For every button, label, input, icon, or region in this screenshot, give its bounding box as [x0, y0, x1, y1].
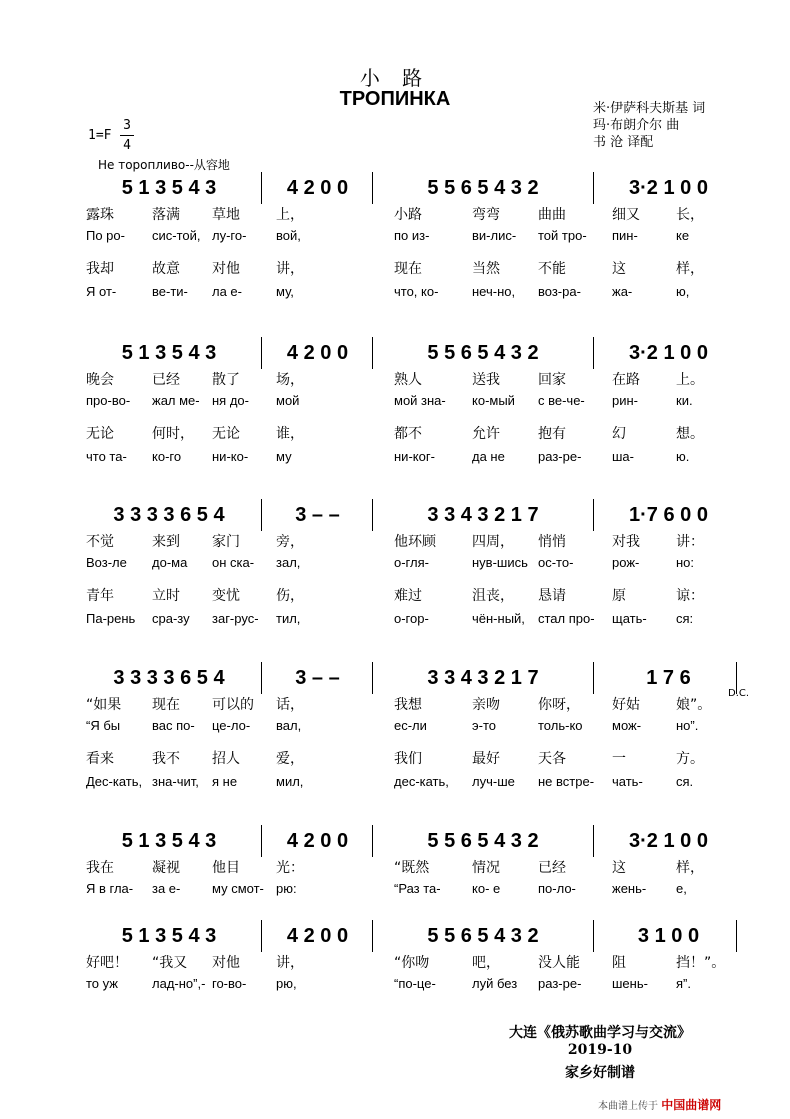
- measure: 3·2 1 0 0: [629, 341, 708, 364]
- lyric-syllable: “Раз та-: [394, 881, 441, 896]
- lyric-syllable: 上，: [276, 207, 304, 223]
- bar-line: [372, 662, 373, 694]
- lyric-syllable: 露珠: [86, 207, 114, 223]
- song-title-russian: ТРОПИНКА: [339, 88, 451, 110]
- measure: 3 3 3 3 6 5 4: [113, 503, 225, 526]
- lyric-syllable: ю.: [676, 449, 690, 464]
- lyric-line-chinese: [80, 531, 740, 549]
- lyric-syllable: 没人能: [538, 955, 580, 971]
- measure: 4 2 0 0: [286, 176, 349, 199]
- lyric-syllable: 吧，: [472, 955, 500, 971]
- lyric-syllable: луч-ше: [472, 774, 515, 789]
- lyric-syllable: ла е-: [212, 284, 242, 299]
- lyric-line-chinese: [80, 694, 740, 712]
- lyric-syllable: но:: [676, 555, 695, 570]
- lyric-syllable: 细又: [612, 207, 640, 223]
- lyric-syllable: 旁，: [276, 534, 304, 550]
- lyric-line-chinese: [80, 423, 740, 441]
- measure: 3 – –: [295, 503, 340, 526]
- lyric-syllable: ви-лис-: [472, 228, 517, 243]
- lyric-syllable: воз-ра-: [538, 284, 581, 299]
- lyric-syllable: 爱，: [276, 751, 304, 767]
- lyric-syllable: 话，: [276, 697, 304, 713]
- lyric-syllable: э-то: [472, 718, 497, 733]
- lyric-syllable: 散了: [212, 372, 240, 388]
- measure: 5 1 3 5 4 3: [121, 176, 217, 199]
- lyric-syllable: 回家: [538, 372, 566, 388]
- bar-line: [261, 920, 262, 952]
- lyric-syllable: 悄悄: [538, 534, 566, 550]
- lyric-syllable: 讲，: [276, 955, 304, 971]
- lyric-syllable: 已经: [538, 860, 566, 876]
- lyric-syllable: 现在: [394, 261, 422, 277]
- footer-date: 2019-10: [567, 1042, 633, 1058]
- lyric-syllable: 已经: [152, 372, 180, 388]
- lyric-syllable: мож-: [612, 718, 642, 733]
- lyric-syllable: рин-: [612, 393, 638, 408]
- lyric-syllable: му смот-: [212, 881, 264, 896]
- measure: 4 2 0 0: [286, 341, 349, 364]
- lyric-syllable: 谁，: [276, 426, 304, 442]
- bar-line: [372, 825, 373, 857]
- bar-line: [372, 920, 373, 952]
- time-signature-line: [120, 135, 134, 136]
- bar-line: [372, 172, 373, 204]
- lyric-syllable: ни-ко-: [212, 449, 249, 464]
- lyric-syllable: 讲：: [676, 534, 704, 550]
- lyric-syllable: 我想: [394, 697, 422, 713]
- lyric-syllable: 我却: [86, 261, 114, 277]
- measure: 4 2 0 0: [286, 924, 349, 947]
- lyric-syllable: то уж: [86, 976, 118, 991]
- lyric-syllable: 幻: [612, 426, 626, 442]
- final-bar-line: [736, 920, 740, 952]
- notation-line: [80, 335, 740, 371]
- lyric-line-russian: [80, 976, 740, 994]
- lyric-syllable: ве-ти-: [152, 284, 188, 299]
- lyric-syllable: 曲曲: [538, 207, 566, 223]
- lyric-syllable: 对他: [212, 261, 240, 277]
- lyric-line-russian: [80, 284, 740, 302]
- lyric-syllable: рож-: [612, 555, 640, 570]
- lyric-syllable: “你吻: [394, 955, 430, 971]
- lyric-syllable: толь-ко: [538, 718, 583, 733]
- lyric-syllable: рю,: [276, 976, 297, 991]
- measure: 5 5 6 5 4 3 2: [427, 829, 539, 852]
- lyricist-credit: 米·伊萨科夫斯基 词: [593, 101, 706, 116]
- lyric-syllable: вой,: [276, 228, 301, 243]
- lyric-syllable: 可以的: [212, 697, 254, 713]
- bar-line: [593, 920, 594, 952]
- lyric-syllable: 我们: [394, 751, 422, 767]
- lyric-syllable: 都不: [394, 426, 422, 442]
- lyric-syllable: вал,: [276, 718, 302, 733]
- lyric-syllable: 小路: [394, 207, 422, 223]
- lyric-syllable: пин-: [612, 228, 638, 243]
- bar-line: [593, 499, 594, 531]
- lyric-syllable: до-ма: [152, 555, 188, 570]
- lyric-syllable: “Я бы: [86, 718, 121, 733]
- lyric-syllable: 家门: [212, 534, 240, 550]
- lyric-syllable: “如果: [86, 697, 122, 713]
- lyric-syllable: Я в гла-: [86, 881, 134, 896]
- lyric-syllable: 弯弯: [472, 207, 500, 223]
- lyric-line-russian: [80, 228, 740, 246]
- lyric-syllable: 恳请: [538, 588, 566, 604]
- lyric-syllable: 亲吻: [472, 697, 500, 713]
- lyric-syllable: по из-: [394, 228, 430, 243]
- time-signature-bottom: 4: [123, 138, 131, 153]
- lyric-syllable: му: [276, 449, 292, 464]
- lyric-syllable: 场，: [276, 372, 304, 388]
- lyric-syllable: 不能: [538, 261, 566, 277]
- lyric-syllable: ся:: [676, 611, 694, 626]
- lyric-syllable: стал про-: [538, 611, 595, 626]
- measure: 4 2 0 0: [286, 829, 349, 852]
- lyric-syllable: 对我: [612, 534, 640, 550]
- lyric-syllable: заг-рус-: [212, 611, 259, 626]
- footer-source: 大连《俄苏歌曲学习与交流》: [509, 1025, 691, 1041]
- measure: 3·2 1 0 0: [629, 176, 708, 199]
- lyric-line-chinese: [80, 258, 740, 276]
- measure: 3 3 3 3 6 5 4: [113, 666, 225, 689]
- lyric-syllable: 这: [612, 261, 626, 277]
- lyric-syllable: лу-го-: [212, 228, 247, 243]
- lyric-syllable: шень-: [612, 976, 648, 991]
- lyric-syllable: ни-ког-: [394, 449, 435, 464]
- lyric-line-chinese: [80, 748, 740, 766]
- lyric-syllable: 对他: [212, 955, 240, 971]
- bar-line: [261, 825, 262, 857]
- lyric-syllable: той тро-: [538, 228, 587, 243]
- bar-line: [593, 172, 594, 204]
- lyric-line-chinese: [80, 204, 740, 222]
- lyric-syllable: я”.: [676, 976, 691, 991]
- lyric-syllable: ня до-: [212, 393, 249, 408]
- lyric-syllable: 情况: [472, 860, 500, 876]
- bar-line: [372, 499, 373, 531]
- lyric-syllable: мил,: [276, 774, 304, 789]
- lyric-line-chinese: [80, 585, 740, 603]
- lyric-syllable: зал,: [276, 555, 301, 570]
- lyric-syllable: раз-ре-: [538, 449, 582, 464]
- lyric-syllable: “既然: [394, 860, 430, 876]
- bar-line: [261, 662, 262, 694]
- lyric-syllable: не встре-: [538, 774, 595, 789]
- measure: 3 3 4 3 2 1 7: [427, 666, 539, 689]
- lyric-syllable: сис-той,: [152, 228, 201, 243]
- lyric-syllable: тил,: [276, 611, 301, 626]
- lyric-line-russian: [80, 611, 740, 629]
- lyric-syllable: ко- е: [472, 881, 501, 896]
- key-signature: 1=F: [88, 128, 112, 143]
- lyric-line-russian: [80, 449, 740, 467]
- lyric-syllable: что, ко-: [394, 284, 439, 299]
- lyric-syllable: 青年: [86, 588, 114, 604]
- lyric-syllable: 我不: [152, 751, 180, 767]
- bar-line: [372, 337, 373, 369]
- lyric-line-russian: [80, 393, 740, 411]
- lyric-syllable: щать-: [612, 611, 647, 626]
- lyric-syllable: ке: [676, 228, 690, 243]
- lyric-syllable: 落满: [152, 207, 180, 223]
- measure: 5 5 6 5 4 3 2: [427, 176, 539, 199]
- measure: 3 3 4 3 2 1 7: [427, 503, 539, 526]
- lyric-syllable: це-ло-: [212, 718, 251, 733]
- lyric-syllable: 挡！”。: [676, 955, 726, 971]
- lyric-syllable: луй без: [472, 976, 518, 991]
- lyric-syllable: 你呀，: [538, 697, 580, 713]
- lyric-syllable: 送我: [472, 372, 500, 388]
- bar-line: [261, 337, 262, 369]
- lyric-syllable: чён-ный,: [472, 611, 525, 626]
- measure: 1·7 6 0 0: [629, 503, 708, 526]
- watermark: [598, 1096, 721, 1113]
- lyric-syllable: ша-: [612, 449, 634, 464]
- lyric-syllable: 熟人: [394, 372, 422, 388]
- measure: 5 5 6 5 4 3 2: [427, 924, 539, 947]
- measure: 3·2 1 0 0: [629, 829, 708, 852]
- da-capo-mark: D.C.: [728, 688, 750, 699]
- lyric-syllable: да не: [472, 449, 505, 464]
- lyric-syllable: 谅：: [676, 588, 704, 604]
- lyric-syllable: чать-: [612, 774, 643, 789]
- notation-line: [80, 918, 740, 954]
- lyric-syllable: 现在: [152, 697, 180, 713]
- lyric-syllable: рю:: [276, 881, 297, 896]
- lyric-syllable: “我又: [152, 955, 188, 971]
- lyric-line-russian: [80, 881, 740, 899]
- time-signature-top: 3: [123, 118, 131, 133]
- lyric-syllable: Па-рень: [86, 611, 136, 626]
- lyric-syllable: 最好: [472, 751, 500, 767]
- lyric-syllable: Я от-: [86, 284, 117, 299]
- lyric-syllable: про-во-: [86, 393, 131, 408]
- lyric-syllable: 一: [612, 751, 626, 767]
- notation-line: [80, 823, 740, 859]
- lyric-syllable: жа-: [612, 284, 633, 299]
- lyric-syllable: мой зна-: [394, 393, 446, 408]
- lyric-syllable: 讲，: [276, 261, 304, 277]
- lyric-syllable: за е-: [152, 881, 181, 896]
- watermark-site: 中国曲谱网: [661, 1098, 722, 1112]
- lyric-syllable: 无论: [86, 426, 114, 442]
- lyric-syllable: 何时，: [152, 426, 194, 442]
- measure: 1 7 6: [646, 666, 691, 689]
- lyric-syllable: ес-ли: [394, 718, 427, 733]
- lyric-syllable: 四周，: [472, 534, 514, 550]
- tempo-marking: Не торопливо--从容地: [98, 158, 230, 172]
- lyric-syllable: о-гор-: [394, 611, 429, 626]
- lyric-syllable: 晚会: [86, 372, 114, 388]
- lyric-syllable: дес-кать,: [394, 774, 449, 789]
- lyric-syllable: 娘”。: [676, 697, 712, 713]
- lyric-line-russian: [80, 774, 740, 792]
- translator-credit: 书 沧 译配: [593, 135, 654, 150]
- lyric-syllable: 变忧: [212, 588, 240, 604]
- lyric-syllable: ся.: [676, 774, 694, 789]
- song-title-chinese: 小 路: [359, 66, 431, 90]
- lyric-syllable: 阻: [612, 955, 626, 971]
- lyric-syllable: мой: [276, 393, 300, 408]
- bar-line: [261, 172, 262, 204]
- lyric-syllable: ко-го: [152, 449, 182, 464]
- lyric-syllable: ко-мый: [472, 393, 515, 408]
- lyric-syllable: 想。: [676, 426, 704, 442]
- lyric-syllable: “по-це-: [394, 976, 436, 991]
- lyric-syllable: 难过: [394, 588, 422, 604]
- bar-line: [593, 662, 594, 694]
- lyric-line-chinese: [80, 369, 740, 387]
- lyric-syllable: 他目: [212, 860, 240, 876]
- lyric-syllable: 招人: [212, 751, 240, 767]
- lyric-syllable: но”.: [676, 718, 699, 733]
- lyric-syllable: ос-то-: [538, 555, 574, 570]
- lyric-syllable: 草地: [212, 207, 240, 223]
- lyric-syllable: 这: [612, 860, 626, 876]
- lyric-syllable: 当然: [472, 261, 500, 277]
- lyric-line-chinese: [80, 952, 740, 970]
- measure: 5 1 3 5 4 3: [121, 829, 217, 852]
- lyric-syllable: 样，: [676, 261, 704, 277]
- lyric-syllable: Воз-ле: [86, 555, 127, 570]
- lyric-syllable: вас по-: [152, 718, 195, 733]
- lyric-line-russian: [80, 718, 740, 736]
- lyric-syllable: 天各: [538, 751, 566, 767]
- composer-credit: 玛·布朗介尔 曲: [593, 118, 680, 133]
- lyric-syllable: 他环顾: [394, 534, 436, 550]
- lyric-syllable: 好吧！: [86, 955, 128, 971]
- lyric-syllable: жал ме-: [152, 393, 200, 408]
- lyric-syllable: ю,: [676, 284, 690, 299]
- notation-line: [80, 497, 740, 533]
- lyric-syllable: я не: [212, 774, 238, 789]
- lyric-syllable: 原: [612, 588, 626, 604]
- lyric-syllable: о-гля-: [394, 555, 429, 570]
- lyric-line-russian: [80, 555, 740, 573]
- watermark-prefix: 本曲谱上传于: [598, 1101, 658, 1112]
- lyric-syllable: 伤，: [276, 588, 304, 604]
- lyric-syllable: 我在: [86, 860, 114, 876]
- lyric-syllable: 允许: [472, 426, 500, 442]
- lyric-syllable: 长，: [676, 207, 704, 223]
- lyric-syllable: жень-: [612, 881, 647, 896]
- lyric-syllable: 方。: [676, 751, 704, 767]
- lyric-syllable: 好姑: [612, 697, 640, 713]
- lyric-syllable: с ве-че-: [538, 393, 585, 408]
- lyric-syllable: е,: [676, 881, 687, 896]
- lyric-line-chinese: [80, 857, 740, 875]
- measure: 5 5 6 5 4 3 2: [427, 341, 539, 364]
- bar-line: [593, 337, 594, 369]
- notation-line: [80, 170, 740, 206]
- lyric-syllable: неч-но,: [472, 284, 516, 299]
- lyric-syllable: 不觉: [86, 534, 114, 550]
- lyric-syllable: 上。: [676, 372, 704, 388]
- lyric-syllable: му,: [276, 284, 294, 299]
- lyric-syllable: По ро-: [86, 228, 125, 243]
- lyric-syllable: 凝视: [152, 860, 180, 876]
- footer-arranger: 家乡好制谱: [565, 1065, 635, 1081]
- lyric-syllable: 故意: [152, 261, 180, 277]
- lyric-syllable: 沮丧，: [472, 588, 514, 604]
- lyric-syllable: раз-ре-: [538, 976, 582, 991]
- lyric-syllable: он ска-: [212, 555, 255, 570]
- bar-line: [261, 499, 262, 531]
- bar-line: [593, 825, 594, 857]
- lyric-syllable: 在路: [612, 372, 640, 388]
- lyric-syllable: 光：: [276, 860, 304, 876]
- lyric-syllable: го-во-: [212, 976, 247, 991]
- lyric-syllable: сра-зу: [152, 611, 190, 626]
- lyric-syllable: 看来: [86, 751, 114, 767]
- measure: 5 1 3 5 4 3: [121, 924, 217, 947]
- lyric-syllable: 抱有: [538, 426, 566, 442]
- lyric-syllable: по-ло-: [538, 881, 576, 896]
- notation-line: [80, 660, 740, 696]
- lyric-syllable: зна-чит,: [152, 774, 199, 789]
- measure: 3 1 0 0: [637, 924, 700, 947]
- measure: 3 – –: [295, 666, 340, 689]
- lyric-syllable: 无论: [212, 426, 240, 442]
- measure: 5 1 3 5 4 3: [121, 341, 217, 364]
- lyric-syllable: нув-шись: [472, 555, 528, 570]
- lyric-syllable: 立时: [152, 588, 180, 604]
- lyric-syllable: что та-: [86, 449, 127, 464]
- lyric-syllable: 样，: [676, 860, 704, 876]
- lyric-syllable: Дес-кать,: [86, 774, 143, 789]
- lyric-syllable: лад-но”,-: [152, 976, 206, 991]
- lyric-syllable: ки.: [676, 393, 693, 408]
- lyric-syllable: 来到: [152, 534, 180, 550]
